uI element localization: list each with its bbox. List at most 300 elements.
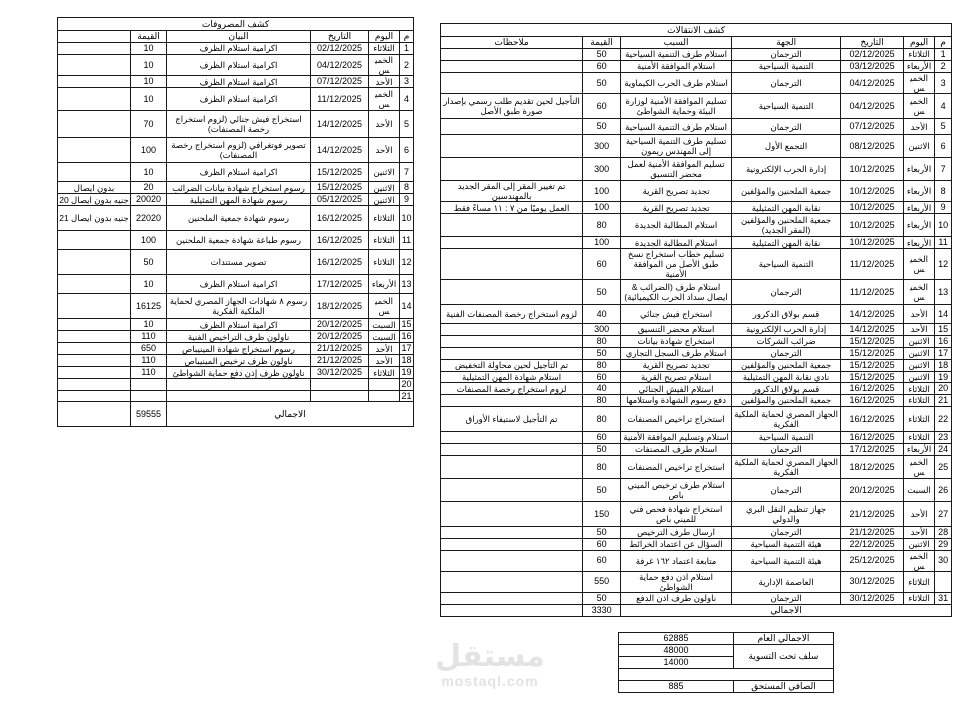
table-row xyxy=(441,305,952,324)
cell-date: 07/12/2025 xyxy=(311,76,369,88)
cell-desc: اكرامية استلام الظرف xyxy=(167,76,311,88)
cell-date: 02/12/2025 xyxy=(841,49,904,61)
table-row xyxy=(441,324,952,336)
cell-notes xyxy=(441,550,583,571)
cell-day: الخميس xyxy=(904,94,935,119)
cell-desc xyxy=(167,379,311,391)
cell-notes xyxy=(441,538,583,550)
transfers-total-notes xyxy=(441,604,583,616)
cell-entity: الترجمان xyxy=(732,73,841,94)
cell-day: السبت xyxy=(369,319,400,331)
cell-num: 12 xyxy=(400,250,414,275)
cell-num: 24 xyxy=(935,443,952,455)
cell-reason: استلام طرف ترخيص الميني باص xyxy=(621,478,732,501)
cell-desc: رسوم ٨ شهادات الجهاز المصري لحماية الملكية الفكرية xyxy=(167,294,311,319)
cell-value: 10 xyxy=(131,88,167,111)
transfers-statement-table xyxy=(440,23,951,617)
cell-num: 6 xyxy=(935,135,952,158)
cell-date: 17/12/2025 xyxy=(841,443,904,455)
table-row xyxy=(441,443,952,455)
table-row xyxy=(441,526,952,538)
cell-day: الأحد xyxy=(904,501,935,526)
cell-value: 60 xyxy=(583,61,621,73)
summary-row-spacer xyxy=(619,669,834,681)
transfers-title-row xyxy=(441,24,952,37)
cell-notes xyxy=(441,135,583,158)
table-row xyxy=(58,343,414,355)
table-row xyxy=(441,335,952,347)
col-header-entity: الجهة xyxy=(732,37,841,49)
cell-value: 10 xyxy=(131,319,167,331)
cell-date: 11/12/2025 xyxy=(311,88,369,111)
cell-reason: استخراج شهادة بيانات xyxy=(621,335,732,347)
cell-date: 15/12/2025 xyxy=(311,182,369,194)
cell-notes: جنيه بدون ايصال 21 xyxy=(58,206,131,231)
summary-row-advance-1 xyxy=(619,645,834,657)
table-row xyxy=(441,135,952,158)
cell-date: 21/12/2025 xyxy=(841,501,904,526)
cell-date: 14/12/2025 xyxy=(311,138,369,163)
table-row xyxy=(58,319,414,331)
table-row xyxy=(441,181,952,202)
cell-value: 60 xyxy=(583,371,621,383)
cell-reason: استلام الموافقة الأمنية xyxy=(621,61,732,73)
cell-notes xyxy=(58,355,131,367)
cell-entity: الترجمان xyxy=(732,49,841,61)
cell-day: الأحد xyxy=(369,76,400,88)
table-row xyxy=(58,182,414,194)
cell-num: 15 xyxy=(935,324,952,336)
cell-date: 15/12/2025 xyxy=(841,335,904,347)
cell-notes xyxy=(58,367,131,379)
table-row xyxy=(441,280,952,305)
cell-notes xyxy=(441,61,583,73)
cell-desc: تصوير مستندات xyxy=(167,250,311,275)
cell-num: 14 xyxy=(400,294,414,319)
cell-reason: استخراج تراخيص المصنفات xyxy=(621,455,732,478)
cell-day: الثلاثاء xyxy=(369,206,400,231)
cell-date: 15/12/2025 xyxy=(311,163,369,182)
cell-day: الثلاثاء xyxy=(369,367,400,379)
cell-num: 20 xyxy=(401,379,412,390)
cell-entity: نقابة المهن التمثيلية xyxy=(732,237,841,249)
expenses-header-row xyxy=(58,31,414,43)
col-header-desc: البيان xyxy=(167,31,311,43)
cell-date: 20/12/2025 xyxy=(311,319,369,331)
cell-date: 17/12/2025 xyxy=(311,275,369,294)
cell-value: 80 xyxy=(583,406,621,431)
cell-value: 10 xyxy=(131,163,167,182)
cell-num: 1 xyxy=(935,49,952,61)
cell-value: 50 xyxy=(583,347,621,359)
cell-value: 70 xyxy=(131,111,167,138)
cell-date: 07/12/2025 xyxy=(841,119,904,135)
cell-entity: الترجمان xyxy=(732,592,841,604)
advances-label: سلف تحت التسوية xyxy=(734,645,834,669)
cell-date: 16/12/2025 xyxy=(311,250,369,275)
summary-row-general-total xyxy=(619,633,834,645)
cell-day: الأحد xyxy=(904,526,935,538)
cell-day: الاثنين xyxy=(904,347,935,359)
expenses-total-value: 59555 xyxy=(131,402,167,427)
table-row xyxy=(58,367,414,379)
cell-notes xyxy=(441,249,583,280)
cell-notes xyxy=(58,111,131,138)
table-row xyxy=(58,194,414,206)
cell-day: السبت xyxy=(904,478,935,501)
general-total-label: الاجمالي العام xyxy=(734,633,834,645)
cell-day: الأربعاء xyxy=(904,61,935,73)
cell-date xyxy=(311,390,369,402)
cell-num: 4 xyxy=(935,94,952,119)
table-row xyxy=(441,394,952,406)
cell-notes xyxy=(441,592,583,604)
cell-num: 16 xyxy=(401,331,412,342)
cell-notes: التأجيل لحين تقديم طلب رسمي بإصدار صورة طبق الأصل xyxy=(441,94,583,119)
cell-day: الثلاثاء xyxy=(369,43,400,55)
table-row xyxy=(441,347,952,359)
cell-notes: لزوم استخراج رخصة المصنفات xyxy=(441,383,583,395)
cell-reason: تجديد تصريح القرية xyxy=(621,359,732,371)
cell-num: 2 xyxy=(400,55,414,76)
table-row xyxy=(58,379,414,391)
cell-entity: الترجمان xyxy=(732,119,841,135)
cell-day: الأربعاء xyxy=(369,275,400,294)
cell-date: 16/12/2025 xyxy=(841,383,904,395)
cell-entity: الجهاز المصري لحماية الملكية الفكرية xyxy=(732,406,841,431)
cell-reason: تسليم خطاب استخراج نسخ طبق الأصل من الموافقة الأمنية xyxy=(621,249,732,280)
cell-entity: الترجمان xyxy=(732,280,841,305)
cell-num: 4 xyxy=(400,88,414,111)
cell-reason: ارسال طرف الترخيص xyxy=(621,526,732,538)
table-row xyxy=(58,55,414,76)
cell-day: الخميس xyxy=(904,550,935,571)
cell-day: الأحد xyxy=(369,355,400,367)
col-header-reason: السبب xyxy=(621,37,732,49)
cell-value: 20 xyxy=(131,182,167,194)
cell-reason: ناولون طرف اذن الدفع xyxy=(621,592,732,604)
col-header-date: التاريخ xyxy=(311,31,369,43)
cell-num: 19 xyxy=(935,371,952,383)
cell-desc: ناولون ظرف ترخيص المينيباص xyxy=(167,355,311,367)
mostaql-url-text: mostaql.com xyxy=(441,673,539,689)
cell-value: 50 xyxy=(583,280,621,305)
cell-desc: ناولون ظرف إذن دفع حماية الشواطئ xyxy=(167,367,311,379)
cell-value: 60 xyxy=(583,431,621,443)
cell-date: 16/12/2025 xyxy=(841,406,904,431)
cell-date: 20/12/2025 xyxy=(311,331,369,343)
cell-value: 50 xyxy=(583,49,621,61)
cell-notes xyxy=(441,478,583,501)
cell-notes: تم التأجيل لحين محاولة التخفيض xyxy=(441,359,583,371)
cell-value: 10 xyxy=(131,275,167,294)
cell-notes xyxy=(58,250,131,275)
transfers-total-value: 3330 xyxy=(583,604,621,616)
expenses-total-label: الاجمالي xyxy=(167,402,414,427)
cell-date: 18/12/2025 xyxy=(311,294,369,319)
cell-value: 60 xyxy=(583,249,621,280)
cell-value: 50 xyxy=(583,592,621,604)
table-row xyxy=(441,538,952,550)
cell-desc: رسوم استخراج شهادة بيانات الضرائب xyxy=(167,182,311,194)
cell-desc: ناولون ظرف التراخيص الفنية xyxy=(167,331,311,343)
cell-day: الثلاثاء xyxy=(904,383,935,395)
cell-num: 3 xyxy=(400,76,414,88)
cell-desc: اكرامية استلام الظرف xyxy=(167,275,311,294)
cell-reason: استلام تصريح القرية xyxy=(621,371,732,383)
table-row xyxy=(58,88,414,111)
cell-notes xyxy=(441,73,583,94)
cell-day: الخميس xyxy=(904,73,935,94)
cell-notes xyxy=(441,443,583,455)
cell-notes xyxy=(441,324,583,336)
cell-day: الخميس xyxy=(369,88,400,111)
cell-num: 25 xyxy=(935,455,952,478)
cell-date: 10/12/2025 xyxy=(841,181,904,202)
cell-notes xyxy=(441,455,583,478)
cell-value: 150 xyxy=(583,501,621,526)
cell-day: الخميس xyxy=(369,55,400,76)
cell-date: 14/12/2025 xyxy=(311,111,369,138)
cell-reason: استلام الفيش الجنائي xyxy=(621,383,732,395)
cell-value: 16125 xyxy=(131,294,167,319)
cell-day: الأربعاء xyxy=(904,181,935,202)
table-row xyxy=(441,237,952,249)
cell-entity: جمعية الملحنين والمؤلفين xyxy=(732,394,841,406)
table-row xyxy=(441,249,952,280)
cell-num: 1 xyxy=(400,43,414,55)
cell-notes xyxy=(58,294,131,319)
expenses-table-title: كشف المصروفات xyxy=(58,18,414,31)
cell-num: 8 xyxy=(400,182,414,194)
cell-value: 50 xyxy=(583,478,621,501)
transfers-total-label: الاجمالي xyxy=(621,604,952,616)
advance-value-2: 14000 xyxy=(619,657,734,669)
cell-entity: جمعية الملحنين والمؤلفين xyxy=(732,359,841,371)
cell-reason: تسليم الموافقة الأمنية لوزارة البيئة وحماية الشواطئ xyxy=(621,94,732,119)
cell-entity: التنمية السياحية xyxy=(732,94,841,119)
cell-value: 80 xyxy=(583,455,621,478)
transfers-total-row xyxy=(441,604,952,616)
cell-value: 100 xyxy=(583,237,621,249)
cell-day: الاثنين xyxy=(369,163,400,182)
cell-notes xyxy=(58,43,131,55)
cell-entity: الترجمان xyxy=(732,478,841,501)
table-row xyxy=(58,206,414,231)
table-row xyxy=(441,94,952,119)
cell-num: 12 xyxy=(935,249,952,280)
cell-date: 10/12/2025 xyxy=(841,237,904,249)
col-header-day: اليوم xyxy=(904,37,935,49)
advance-value-1: 48000 xyxy=(619,645,734,657)
cell-day: الثلاثاء xyxy=(904,49,935,61)
table-row xyxy=(58,111,414,138)
cell-entity: جمعية الملحنين والمؤلفين (المقر الجديد) xyxy=(732,214,841,237)
cell-value: 300 xyxy=(583,158,621,181)
table-row xyxy=(441,73,952,94)
cell-day: الأربعاء xyxy=(904,202,935,214)
cell-notes xyxy=(58,55,131,76)
cell-value: 110 xyxy=(131,355,167,367)
cell-notes xyxy=(441,431,583,443)
cell-num: 18 xyxy=(401,355,412,366)
table-row xyxy=(441,550,952,571)
cell-reason: تجديد تصريح القرية xyxy=(621,202,732,214)
cell-day: الخميس xyxy=(369,294,400,319)
cell-notes xyxy=(441,394,583,406)
cell-notes xyxy=(58,379,131,391)
cell-date xyxy=(311,379,369,391)
cell-day: السبت xyxy=(369,331,400,343)
cell-entity: التنمية السياحية xyxy=(732,249,841,280)
cell-date: 02/12/2025 xyxy=(311,43,369,55)
cell-entity: الجهاز المصري لحماية الملكية الفكرية xyxy=(732,455,841,478)
table-row xyxy=(58,331,414,343)
cell-day: الأحد xyxy=(904,305,935,324)
cell-value: 100 xyxy=(583,181,621,202)
cell-value: 40 xyxy=(583,383,621,395)
cell-date: 10/12/2025 xyxy=(841,202,904,214)
transfers-header-row xyxy=(441,37,952,49)
col-header-notes xyxy=(58,31,131,43)
cell-value: 60 xyxy=(583,538,621,550)
cell-date: 03/12/2025 xyxy=(841,61,904,73)
cell-num: 30 xyxy=(935,550,952,571)
cell-day: الأربعاء xyxy=(904,237,935,249)
cell-notes xyxy=(58,319,131,331)
cell-num: 13 xyxy=(935,280,952,305)
cell-date: 14/12/2025 xyxy=(841,305,904,324)
table-row xyxy=(441,61,952,73)
cell-reason: دفع رسوم الشهادة واستلامها xyxy=(621,394,732,406)
cell-value: 100 xyxy=(131,231,167,250)
cell-value: 50 xyxy=(583,73,621,94)
table-row xyxy=(441,592,952,604)
cell-value: 20020 xyxy=(131,194,167,206)
cell-entity: الترجمان xyxy=(732,443,841,455)
cell-day: الاثنين xyxy=(904,538,935,550)
cell-notes xyxy=(58,138,131,163)
col-header-notes: ملاحظات xyxy=(441,37,583,49)
table-row xyxy=(441,371,952,383)
cell-date: 21/12/2025 xyxy=(311,343,369,355)
cell-day: الثلاثاء xyxy=(369,250,400,275)
cell-value: 100 xyxy=(583,202,621,214)
cell-date: 11/12/2025 xyxy=(841,280,904,305)
cell-num: 20 xyxy=(935,383,952,395)
cell-value: 300 xyxy=(583,324,621,336)
cell-notes xyxy=(58,390,131,402)
table-row xyxy=(58,355,414,367)
table-row xyxy=(441,478,952,501)
cell-num: 9 xyxy=(935,202,952,214)
table-row xyxy=(58,294,414,319)
cell-day: الأحد xyxy=(369,111,400,138)
cell-date: 20/12/2025 xyxy=(841,478,904,501)
cell-entity: إدارة الحرب الإلكترونية xyxy=(732,158,841,181)
cell-day xyxy=(369,390,400,402)
cell-num: 21 xyxy=(401,390,412,401)
cell-notes: بدون ايصال xyxy=(58,182,131,194)
cell-date: 25/12/2025 xyxy=(841,550,904,571)
cell-reason: تجديد تصريح القرية xyxy=(621,181,732,202)
cell-notes xyxy=(58,331,131,343)
expenses-total-row xyxy=(58,402,414,427)
cell-num: 8 xyxy=(935,181,952,202)
cell-notes xyxy=(441,158,583,181)
cell-num: 6 xyxy=(400,138,414,163)
cell-notes xyxy=(58,231,131,250)
cell-value: 40 xyxy=(583,305,621,324)
cell-num: 2 xyxy=(935,61,952,73)
table-row xyxy=(441,359,952,371)
cell-desc: اكرامية استلام الظرف xyxy=(167,163,311,182)
cell-entity: جمعية الملحنين والمؤلفين xyxy=(732,181,841,202)
cell-num: 5 xyxy=(935,119,952,135)
cell-num: 9 xyxy=(400,194,414,206)
cell-reason: السؤال عن اعتماد الخرائط xyxy=(621,538,732,550)
cell-num: 22 xyxy=(935,406,952,431)
expenses-total-notes xyxy=(58,402,131,427)
cell-notes: تم تغيير المقر إلى المقر الجديد بالمهندسين xyxy=(441,181,583,202)
cell-reason: استلام محضر التنسيق xyxy=(621,324,732,336)
cell-value: 50 xyxy=(583,443,621,455)
cell-day: الأربعاء xyxy=(904,158,935,181)
cell-reason: استلام طرف السجل التجاري xyxy=(621,347,732,359)
cell-date: 30/12/2025 xyxy=(841,571,904,592)
cell-desc: تصوير فوتغرافي (لزوم استخراج رخصة المصنفات) xyxy=(167,138,311,163)
net-due-value: 885 xyxy=(619,681,734,693)
summary-empty-row xyxy=(619,669,834,681)
cell-date: 04/12/2025 xyxy=(841,73,904,94)
cell-day: الاثنين xyxy=(369,182,400,194)
cell-notes xyxy=(441,119,583,135)
table-row xyxy=(58,163,414,182)
cell-num: 27 xyxy=(935,501,952,526)
cell-reason: استخراج فيش جنائي xyxy=(621,305,732,324)
cell-day: الثلاثاء xyxy=(369,231,400,250)
cell-notes xyxy=(441,49,583,61)
expenses-statement-table xyxy=(57,17,413,427)
cell-value: 550 xyxy=(583,571,621,592)
cell-date: 22/12/2025 xyxy=(841,538,904,550)
net-due-label: الصافي المستحق xyxy=(734,681,834,693)
cell-reason: استلام المطالبة الجديدة xyxy=(621,214,732,237)
cell-value: 10 xyxy=(131,43,167,55)
cell-notes xyxy=(441,526,583,538)
cell-day: الاثنين xyxy=(369,194,400,206)
table-row xyxy=(441,383,952,395)
cell-day: الخميس xyxy=(904,455,935,478)
cell-reason: متابعة اعتماد ١٦٢ غرفة xyxy=(621,550,732,571)
general-total-value: 62885 xyxy=(619,633,734,645)
summary-table xyxy=(618,632,833,693)
cell-value xyxy=(131,390,167,402)
cell-value: 110 xyxy=(131,367,167,379)
cell-reason: استلام طرف (الضرائب & ايصال سداد الحرب الكيميائية) xyxy=(621,280,732,305)
cell-entity: التجمع الأول xyxy=(732,135,841,158)
cell-value: 80 xyxy=(583,214,621,237)
cell-entity: قسم بولاق الدكرور xyxy=(732,305,841,324)
table-row xyxy=(441,202,952,214)
cell-num: 31 xyxy=(935,592,952,604)
cell-num: 11 xyxy=(935,237,952,249)
cell-num: 17 xyxy=(401,343,412,354)
cell-notes xyxy=(441,501,583,526)
cell-desc: اكرامية استلام الظرف xyxy=(167,43,311,55)
cell-notes xyxy=(58,343,131,355)
cell-num: 26 xyxy=(935,478,952,501)
